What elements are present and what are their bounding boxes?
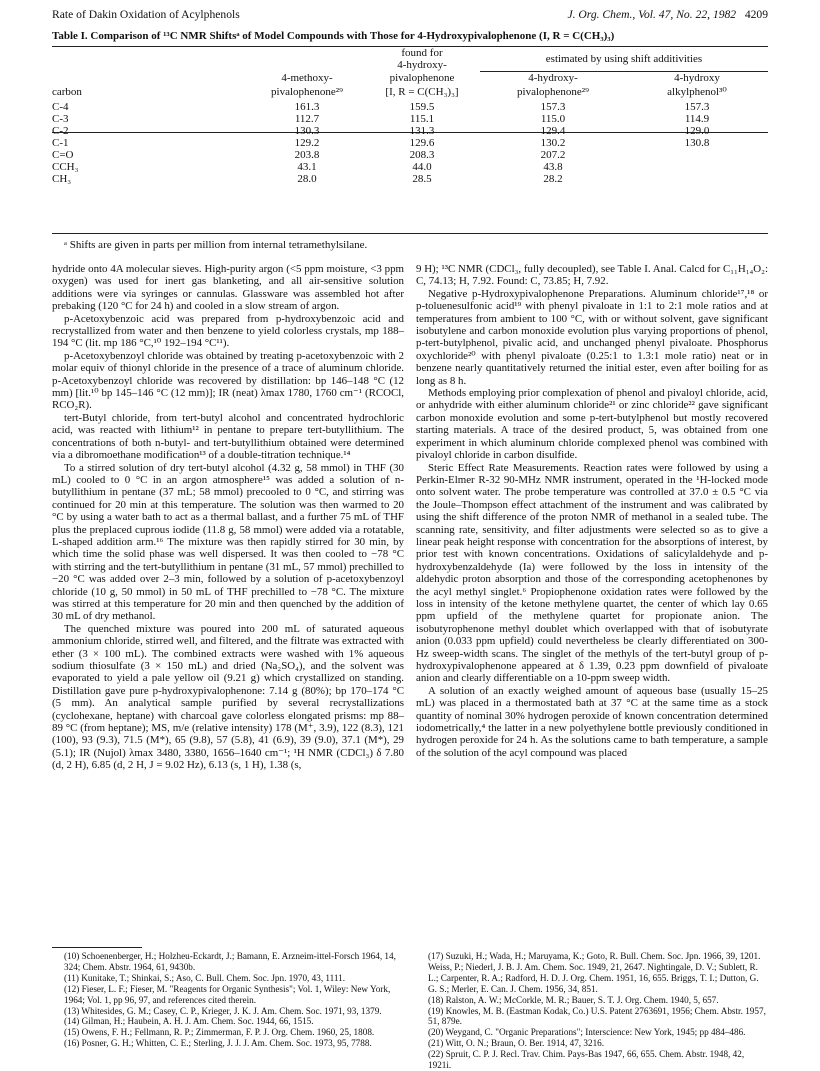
right-paragraph: Methods employing prior complexation of phenol and pivaloyl chloride, acid, or anhydride with either aluminum chloride²¹ or zinc chloride²² gave significant carbon monoxide evolution and some p-tert-butylphenol but mostly recovered starting materials. A trace of the desired product, 5, was obtained from one experiment in which aluminum chloride complexed phenol was combined with pivaloyl chloride in carbon disulfide. — [416, 387, 768, 462]
right-references — [416, 951, 768, 1071]
left-paragraph: tert-Butyl chloride, from tert-butyl alcohol and concentrated hydrochloric acid, was reacted with lithium¹² in pentane to prepare tert-butyllithium. The concentrations of both n-butyl- and tert-butyllithium obtained were determined via a dibromoethane modification¹³ of a double-titration technique.¹⁴ — [52, 411, 404, 462]
table-cell: 129.6 — [409, 136, 435, 149]
group-header — [480, 47, 768, 71]
table-cell: C=O — [52, 148, 74, 161]
table-cell: 43.8 — [543, 160, 563, 173]
table-cell — [626, 161, 768, 173]
table-cell: 130.8 — [684, 136, 710, 149]
table-cell: 112.7 — [294, 112, 320, 125]
left-paragraph: hydride onto 4A molecular sieves. High-purity argon (<5 ppm moisture, <3 ppm oxygen) was used for inert gas blanketing, and all air-sensitive solution additions were via syringes or cannulas. Glassware was assembled hot after prebaking (120 °C for 24 h) and cooled in a slow stream of argon. — [52, 263, 404, 313]
col3-header-line2: pivalophenone²⁹ — [517, 85, 589, 98]
left-paragraph: p-Acetoxybenzoic acid was prepared from p-hydroxybenzoic acid and recrystallized from water and then benzene to yield colorless crystals, mp 188–194 °C (lit. mp 186 °C,¹⁰ 192–194 °C¹¹). — [52, 312, 404, 350]
table-cell: 157.3 — [684, 100, 710, 113]
reference-item: (15) Owens, F. H.; Fellmann, R. P.; Zimmerman, F. P. J. Org. Chem. 1960, 25, 1808. — [64, 1027, 375, 1038]
reference-item: (13) Whitesides, G. M.; Casey, C. P., Krieger, J. K. J. Am. Chem. Soc. 1971, 93, 1379. — [64, 1005, 382, 1016]
header-page-number: 4209 — [744, 8, 768, 21]
col1-header-line2: pivalophenone²⁹ — [271, 85, 343, 98]
table-cell — [626, 173, 768, 185]
table-footnote: ᵃ Shifts are given in parts per million from internal tetramethylsilane. — [64, 239, 368, 251]
table-cell: 28.2 — [543, 172, 563, 185]
table-cell: 157.3 — [540, 100, 566, 113]
table-cell: 114.9 — [684, 112, 710, 125]
col2-header-line4: [I, R = C(CH₃)₃] — [385, 85, 459, 98]
table-cell: 115.0 — [540, 112, 566, 125]
reference-item: (17) Suzuki, H.; Wada, H.; Maruyama, K.; Goto, R. Bull. Chem. Soc. Jpn. 1966, 39, 1201. Weiss, P.; Niederl, J. B. J. Am. Chem. Soc. 1949, 21, 2647. Nightingale, D. V.; Sublett, R. L.; Carpenter, R. A.; Radford, H. D. J. Org. Chem. 1951, 16, 655. Briggs, T. I.; Dutton, G. G. S.; Merler, E. Can. J. Chem. 1956, 34, 851. — [428, 951, 761, 994]
paper-page — [52, 0, 768, 1071]
left-column — [52, 263, 404, 772]
table-cell: C-3 — [52, 112, 69, 125]
nmr-shifts-table — [52, 47, 768, 185]
table-caption: Table I. Comparison of ¹³C NMR Shiftsᵃ of Model Compounds with Those for 4-Hydroxypivalophenone (I, R = C(CH₃)₃) — [52, 30, 615, 42]
col-carbon-header: carbon — [52, 85, 82, 98]
table-cell: C-1 — [52, 136, 69, 149]
table-cell: 129.2 — [294, 136, 320, 149]
table-cell: 129.0 — [684, 124, 710, 137]
table-cell: 43.1 — [297, 160, 317, 173]
table-cell: 130.2 — [540, 136, 566, 149]
header-journal-info — [567, 8, 768, 21]
left-paragraph: The quenched mixture was poured into 200 mL of saturated aqueous ammonium chloride, stirred well, and filtered, and the filtrate was extracted with ether (3 × 100 mL). The combined extracts were washed with 1% aqueous sodium thiosulfate (3 × 150 mL) and dried (Na₂SO₄), and the solvent was evaporated to yield a pale yellow oil (9.21 g) which crystallized on standing. Distillation gave pure p-hydroxypivalophenone: 7.14 g (80%); bp 170–174 °C (5 mm). An analytical sample purified by several recrystallizations (cyclohexane, heptane) with charcoal gave colorless elongated prisms: mp 88–89 °C (from heptane); MS, m/e (relative intensity) 178 (M⁺, 3.9), 122 (8.3), 121 (100), 93 (9.3), 71.5 (M*), 65 (9.8), 57 (5.8), 41 (6.9), 39 (9.0), 37.1 (M*), 29 (5.1); IR (Nujol) λmax 3480, 3380, 1656–1640 cm⁻¹; ¹H NMR (CDCl₃) δ 7.80 (d, 2 H), 6.85 (d, 2 H, J = 9.02 Hz), 6.13 (s, 1 H), 1.38 (s, — [52, 622, 404, 772]
reference-item: (22) Spruit, C. P. J. Recl. Trav. Chim. Pays-Bas 1947, 66, 655. Chem. Abstr. 1948, 42, 1921i. — [428, 1049, 745, 1071]
right-paragraph: 9 H); ¹³C NMR (CDCl₃, fully decoupled), see Table I. Anal. Calcd for C₁₁H₁₄O₂: C, 74.13; H, 7.92. Found: C, 73.85; H, 7.92. — [416, 263, 768, 288]
table-cell: 44.0 — [412, 160, 432, 173]
table-cell: CCH₃ — [52, 160, 79, 173]
table-cell: 203.8 — [294, 148, 320, 161]
reference-item: (10) Schoenenberger, H.; Holzheu-Eckardt, J.; Bamann, E. Arzneim-ittel-Forsch 1964, 14, 324; Chem. Abstr. 1964, 61, 9430b. — [64, 951, 396, 972]
right-paragraph: Steric Effect Rate Measurements. Reaction rates were followed by using a Perkin-Elmer R-32 90-MHz NMR instrument, operated in the ¹H-locked mode onto solvent water. The probe temperature was controlled at 37.0 ± 0.5 °C via the Joule–Thompson effect attachment of the instrument and was calibrated by using the shift difference of the proton NMR of methanol in a sealed tube. The scanning rate, sensitivity, and filter adjustments were selected so as to give a linear peak height response with concentration for the absorptions of interest, by prior test with known concentrations. Oxidations of salicylaldehyde and p-hydroxybenzaldehyde (Ia) were followed by the loss in intensity of the aldehydic proton absorption and those of the corresponding acetophenones by the acyl methyl singlet.⁶ Propiophenone oxidation rates were followed by the loss in intensity of the ketone methylene quartet, the center of which lay 0.65 ppm upfield of the methylene quartet for propionate anion. The isobutyrophenone methyl doublet which overlapped with that of isobutyrate anion (0.033 ppm upfield) could nevertheless be clearly differentiated on 300-Hz sweep-width scans. The singlet of the methyls of the tert-butyl group of p-hydroxypivalophenone appeared at δ 1.39, 0.23 ppm downfield of pivaloate anion and clearly differentiable on a 10-ppm sweep width. — [416, 461, 768, 685]
col2-header-line2: 4-hydroxy- — [397, 59, 447, 71]
table-cell: 159.5 — [409, 100, 435, 113]
reference-item: (21) Witt, O. N.; Braun, O. Ber. 1914, 47, 3216. — [428, 1038, 605, 1049]
reference-item: (18) Ralston, A. W.; McCorkle, M. R.; Bauer, S. T. J. Org. Chem. 1940, 5, 657. — [428, 994, 719, 1005]
header-journal: J. Org. Chem., — [567, 8, 636, 21]
table-cell: CH₃ — [52, 172, 72, 185]
col2-header-line3: pivalophenone — [389, 71, 455, 84]
reference-item: (12) Fieser, L. F.; Fieser, M. "Reagents for Organic Synthesis"; Vol. 1, Wiley: New York, 1964; Vol. 1, pp 96, 97, and references cited therein. — [64, 983, 391, 1005]
footnote-rule-left — [52, 947, 142, 948]
reference-item: (16) Posner, G. H.; Whitten, C. E.; Sterling, J. J. J. Am. Chem. Soc. 1973, 95, 7788. — [64, 1038, 372, 1049]
header-title: Rate of Dakin Oxidation of Acylphenols — [52, 8, 240, 21]
table-cell: 131.3 — [409, 124, 435, 137]
col4-header-line1: 4-hydroxy — [626, 71, 768, 84]
table-cell: C-2 — [52, 124, 69, 137]
table-cell: 208.3 — [409, 148, 435, 161]
left-paragraph: To a stirred solution of dry tert-butyl alcohol (4.32 g, 58 mmol) in THF (30 mL) cooled to 0 °C in an argon atmosphere¹⁵ was added a solution of n-butyllithium in pentane (37 mL; 58 mmol) precooled to 0 °C, and stirring was continued for 20 min at this temperature. The solution was then warmed to 20 °C by using a water bath to act as a thermal ballast, and a further 75 mL of THF plus the preplaced cuprous iodide (11.8 g, 58 mmol) were added via a rotatable, L-shaped addition arm.¹⁶ The mixture was then rapidly stirred for 30 min, by which time the solid phase was well dispersed. It was then cooled to −78 °C with stirring and the tert-butyllithium in pentane (31 mL, 57 mmol) prechilled to −20 °C was added over 2–3 min, followed by a solution of p-acetoxybenzoyl chloride (10 g, 50 mmol) in 50 mL of THF prechilled to −78 °C. The mixture was stirred at this temperature for 20 min and then quenched by the addition of 30 mL of dry methanol. — [52, 461, 404, 623]
col1-header-line1: 4-methoxy- — [281, 71, 333, 84]
col4-header-line2: alkylphenol³⁰ — [667, 85, 727, 98]
header-volume: Vol. 47, No. 22, 1982 — [638, 8, 737, 21]
table-cell: 130.3 — [294, 124, 320, 137]
left-references — [52, 951, 404, 1049]
table-cell: 28.5 — [412, 172, 432, 185]
reference-item: (20) Weygand, C. "Organic Preparations"; Interscience: New York, 1945; pp 484–486. — [428, 1027, 746, 1038]
group-header-text: estimated by using shift additivities — [545, 52, 703, 65]
table-cell: 161.3 — [294, 100, 320, 113]
table-cell: 28.0 — [297, 172, 317, 185]
table-cell — [626, 149, 768, 161]
table-cell: 129.4 — [540, 124, 566, 137]
right-paragraph: A solution of an exactly weighed amount of aqueous base (usually 15–25 mL) was placed in a thermostated bath at 37 °C at the same time as a stock quantity of nominal 30% hydrogen peroxide of known concentration determined iodometrically,⁴ the latter in a new polyethylene bottle previously conditioned in hydrogen peroxide for 24 h. As the solutions came to bath temperature, a sample of the solution of the acyl compound was placed — [416, 684, 768, 759]
col2-header-line1: found for — [401, 47, 443, 59]
table-bottom-rule — [52, 233, 768, 234]
reference-item: (19) Knowles, M. B. (Eastman Kodak, Co.) U.S. Patent 2763691, 1956; Chem. Abstr. 1957, 51, 879e. — [428, 1005, 766, 1027]
table-cell: 115.1 — [409, 112, 435, 125]
reference-item: (11) Kunitake, T.; Shinkai, S.; Aso, C. Bull. Chem. Soc. Jpn. 1970, 43, 1111. — [64, 972, 346, 983]
table-cell: 207.2 — [540, 148, 566, 161]
right-column — [416, 263, 768, 759]
left-paragraph: p-Acetoxybenzoyl chloride was obtained by treating p-acetoxybenzoic with 2 molar equiv of thionyl chloride in the presence of a trace of aluminum chloride. p-Acetoxybenzoyl chloride was recovered by distillation: bp 146–148 °C (12 mm) [lit.¹⁰ bp 145–146 °C (12 mm)]; IR (neat) λmax 1780, 1760 cm⁻¹ (RCOCl, RCO₂R). — [52, 349, 404, 412]
col3-header-line1: 4-hydroxy- — [480, 71, 626, 84]
table-cell: C-4 — [52, 100, 69, 113]
right-paragraph: Negative p-Hydroxypivalophenone Preparations. Aluminum chloride¹⁷,¹⁸ or p-toluenesulfonic acid¹⁹ with phenyl pivaloate in 1:1 to 2:1 mole ratios and at temperatures from ambient to 100 °C, with or without solvent, gave significant isobutylene and carbon monoxide evolution plus varying proportions of phenol, p-tert-butylphenol, pivalic acid, and unchanged phenyl pivaloate. Phosphorus oxychloride²⁰ with phenyl pivaloate (0.25:1 to 1.3:1 mole ratio) neat or in benzene nearly quantitatively returned the initial ester, even after boiling for as long as 8 h. — [416, 287, 768, 387]
reference-item: (14) Gilman, H.; Haubein, A. H. J. Am. Chem. Soc. 1944, 66, 1515. — [64, 1016, 314, 1027]
